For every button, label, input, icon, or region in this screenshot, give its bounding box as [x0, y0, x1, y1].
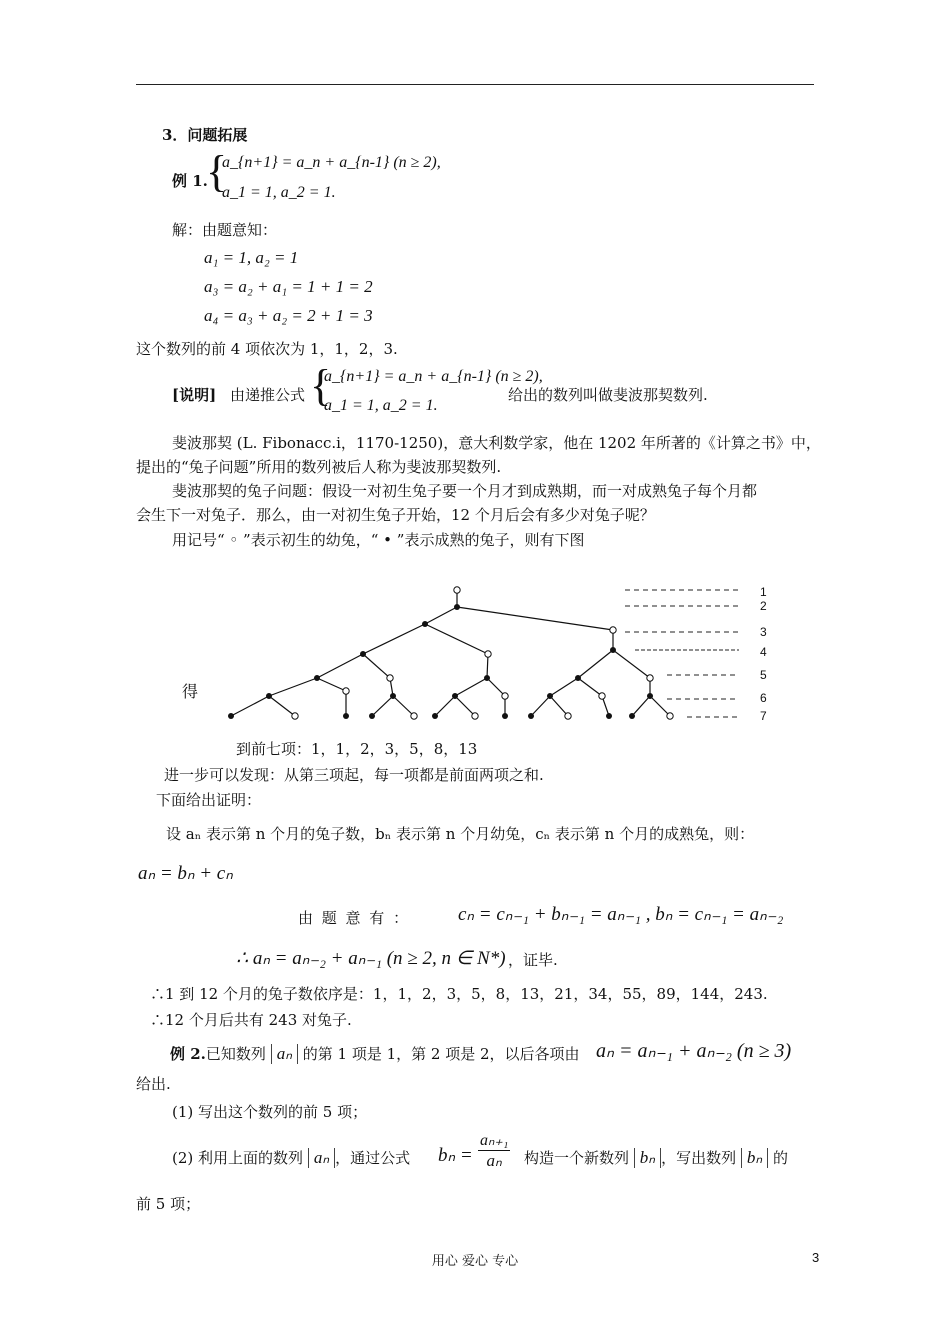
- q2-text-b: ，通过公式: [335, 1149, 411, 1167]
- level-label: 7: [760, 709, 767, 723]
- para3: 用记号“ ◦ ”表示初生的幼兔，“ • ”表示成熟的兔子，则有下图: [172, 531, 585, 549]
- para1-line2: 提出的“兔子问题”所用的数列被后人称为斐波那契数列.: [136, 458, 502, 476]
- proof-intro: 下面给出证明：: [156, 791, 262, 809]
- q2-lhs: bₙ =: [438, 1145, 473, 1166]
- note-before: 由递推公式: [230, 386, 306, 404]
- proof-eq1: aₙ = bₙ + cₙ: [138, 863, 233, 884]
- sequence-a-set: aₙ: [308, 1148, 335, 1168]
- q2-text-a: (2) 利用上面的数列: [172, 1149, 304, 1167]
- note-eq2: a_1 = 1, a_2 = 1.: [324, 397, 438, 414]
- level-labels: [760, 585, 767, 723]
- level-label: 6: [760, 691, 767, 705]
- example2-q2-line2: 前 5 项；: [136, 1195, 201, 1213]
- level-guides: [625, 590, 739, 717]
- level-label: 2: [760, 599, 767, 613]
- example2-text-b: 的第 1 项是 1，第 2 项是 2，以后各项由: [302, 1045, 580, 1063]
- para2-line1: 斐波那契的兔子问题：假设一对初生兔子要一个月才到成熟期，而一对成熟兔子每个月都: [172, 482, 758, 500]
- sequence-a-set: aₙ: [271, 1044, 298, 1064]
- solution-step-1: a₁ = 1, a₂ = 1: [204, 248, 299, 267]
- proof-conclusion: ∴12 个月后共有 243 对兔子.: [150, 1011, 352, 1029]
- proof-eq2-label: 由 题 意 有 ：: [298, 909, 411, 927]
- sequence-b-set: bₙ: [634, 1148, 661, 1168]
- q2-text-d: ，写出数列: [661, 1149, 737, 1167]
- note-label: [说明]: [172, 386, 217, 404]
- example1-label: 例 1.: [172, 172, 208, 190]
- tree-side-label: 得: [182, 682, 199, 701]
- example2-line2: 给出.: [136, 1075, 171, 1093]
- solution-step-3: a₄ = a₃ + a₂ = 2 + 1 = 3: [204, 306, 373, 325]
- note-eq1: a_{n+1} = a_n + a_{n-1} (n ≥ 2),: [324, 368, 543, 385]
- section-heading: 3．问题拓展: [162, 126, 248, 144]
- example2-q1: (1) 写出这个数列的前 5 项；: [172, 1103, 368, 1121]
- q2-text-c: 构造一个新数列: [524, 1149, 630, 1167]
- rabbit-tree-diagram: [215, 578, 785, 728]
- example1-eq1: a_{n+1} = a_n + a_{n-1} (n ≥ 2),: [222, 154, 441, 171]
- example2-line1: [170, 1043, 580, 1064]
- q2-text-e: 的: [772, 1149, 788, 1167]
- first4-statement: 这个数列的前 4 项依次为 1，1，2，3.: [136, 340, 398, 358]
- example2-formula: aₙ = aₙ₋₁ + aₙ₋₂ (n ≥ 3): [596, 1040, 792, 1062]
- header-rule: [136, 84, 814, 85]
- page-footer: 用心 爱心 专心: [431, 1254, 519, 1269]
- sequence-b-set: bₙ: [741, 1148, 768, 1168]
- proof-eq3-tail: ，证毕.: [508, 951, 558, 969]
- para2-line2: 会生下一对兔子．那么，由一对初生兔子开始，12 个月后会有多少对兔子呢？: [136, 506, 655, 524]
- note-brace: {: [310, 361, 332, 410]
- fraction-numerator: aₙ₊₁: [480, 1132, 509, 1149]
- example2-text-a: 已知数列: [205, 1045, 266, 1063]
- example2-label: 例 2.: [170, 1045, 206, 1063]
- level-label: 1: [760, 585, 767, 599]
- page-number: 3: [812, 1250, 820, 1265]
- example2-q2: [172, 1147, 410, 1168]
- level-label: 5: [760, 668, 767, 682]
- solution-label: 解：由题意知：: [172, 221, 278, 239]
- fraction-denominator: aₙ: [486, 1151, 502, 1170]
- proof-eq2: cₙ = cₙ₋₁ + bₙ₋₁ = aₙ₋₁ , bₙ = cₙ₋₁ = aₙ₋₂: [458, 904, 784, 925]
- solution-step-2: a₃ = a₂ + a₁ = 1 + 1 = 2: [204, 277, 373, 296]
- proof-define: 设 aₙ 表示第 n 个月的兔子数，bₙ 表示第 n 个月幼兔，cₙ 表示第 n 个月的成熟兔，则：: [166, 825, 755, 843]
- q2-tail: [524, 1147, 788, 1168]
- mature-rabbit-nodes: [228, 604, 653, 719]
- example1-eq2: a_1 = 1, a_2 = 1.: [222, 184, 336, 201]
- q2-fraction: [478, 1130, 510, 1171]
- tree-caption: 到前七项：1，1，2，3，5，8，13: [236, 740, 478, 758]
- proof-eq3: ∴ aₙ = aₙ₋₂ + aₙ₋₁ (n ≥ 2, n ∈ N*): [236, 948, 506, 969]
- level-label: 4: [760, 645, 767, 659]
- proof-sequence: ∴1 到 12 个月的兔子数依序是：1，1，2，3，5，8，13，21，34，55，89，144，243.: [150, 985, 768, 1003]
- para4: 进一步可以发现：从第三项起，每一项都是前面两项之和.: [164, 766, 544, 784]
- level-label: 3: [760, 625, 767, 639]
- para1-line1: 斐波那契 (L. Fibonacc.i，1170-1250)，意大利数学家，他在 1202 年所著的《计算之书》中，: [172, 434, 821, 452]
- note-after: 给出的数列叫做斐波那契数列.: [508, 386, 708, 404]
- example1-brace: {: [206, 147, 228, 196]
